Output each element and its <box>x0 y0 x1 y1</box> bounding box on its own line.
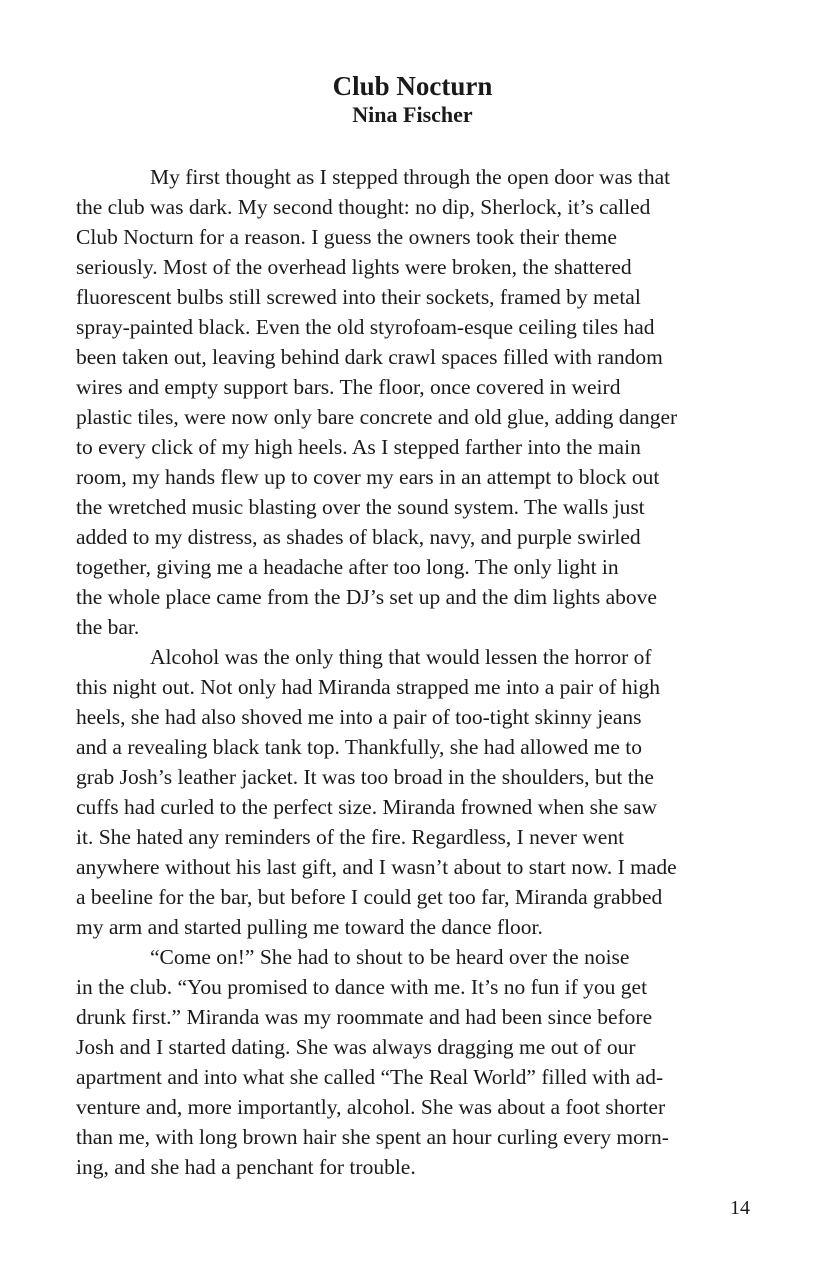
text-line: fluorescent bulbs still screwed into their sockets, framed by metal <box>76 285 641 309</box>
text-line: the whole place came from the DJ’s set up and the dim lights above <box>76 585 657 609</box>
text-line: grab Josh’s leather jacket. It was too broad in the shoulders, but the <box>76 765 654 789</box>
text-line: anywhere without his last gift, and I wasn’t about to start now. I made <box>76 855 677 879</box>
text-line: added to my distress, as shades of black, navy, and purple swirled <box>76 525 641 549</box>
text-line: plastic tiles, were now only bare concrete and old glue, adding danger <box>76 405 678 429</box>
text-line: spray-painted black. Even the old styrofoam-esque ceiling tiles had <box>76 315 655 339</box>
text-line: this night out. Not only had Miranda strapped me into a pair of high <box>76 675 660 699</box>
text-line: Josh and I started dating. She was always dragging me out of our <box>76 1035 636 1059</box>
text-line: to every click of my high heels. As I stepped farther into the main <box>76 435 641 459</box>
page-number: 14 <box>730 1197 750 1219</box>
text-line: Alcohol was the only thing that would lessen the horror of <box>150 645 652 669</box>
text-line: the wretched music blasting over the sound system. The walls just <box>76 495 645 519</box>
text-line: the club was dark. My second thought: no dip, Sherlock, it’s called <box>76 195 651 219</box>
text-line: Club Nocturn for a reason. I guess the owners took their theme <box>76 225 617 249</box>
text-line: the bar. <box>76 615 140 639</box>
text-line: and a revealing black tank top. Thankfully, she had allowed me to <box>76 735 642 759</box>
text-line: been taken out, leaving behind dark crawl spaces filled with random <box>76 345 663 369</box>
text-line: My first thought as I stepped through the open door was that <box>150 165 671 189</box>
story-title: Club Nocturn <box>332 71 493 101</box>
text-line: apartment and into what she called “The Real World” filled with ad- <box>76 1065 664 1089</box>
text-line: heels, she had also shoved me into a pair of too-tight skinny jeans <box>76 705 642 729</box>
text-line: my arm and started pulling me toward the dance floor. <box>76 915 543 939</box>
text-line: it. She hated any reminders of the fire. Regardless, I never went <box>76 825 625 849</box>
text-line: seriously. Most of the overhead lights were broken, the shattered <box>76 255 632 279</box>
text-line: drunk first.” Miranda was my roommate and had been since before <box>76 1005 653 1029</box>
text-line: venture and, more importantly, alcohol. She was about a foot shorter <box>76 1095 666 1119</box>
text-line: cuffs had curled to the perfect size. Miranda frowned when she saw <box>76 795 658 819</box>
author-name: Nina Fischer <box>352 102 473 127</box>
text-line: together, giving me a headache after too long. The only light in <box>76 555 619 579</box>
text-line: in the club. “You promised to dance with me. It’s no fun if you get <box>76 975 648 999</box>
text-line: room, my hands flew up to cover my ears in an attempt to block out <box>76 465 660 489</box>
text-line: “Come on!” She had to shout to be heard over the noise <box>150 945 630 969</box>
text-line: ing, and she had a penchant for trouble. <box>76 1155 416 1179</box>
text-line: a beeline for the bar, but before I could get too far, Miranda grabbed <box>76 885 663 909</box>
story-body <box>76 162 748 1182</box>
text-line: than me, with long brown hair she spent an hour curling every morn- <box>76 1125 669 1149</box>
text-line: wires and empty support bars. The floor, once covered in weird <box>76 375 621 399</box>
